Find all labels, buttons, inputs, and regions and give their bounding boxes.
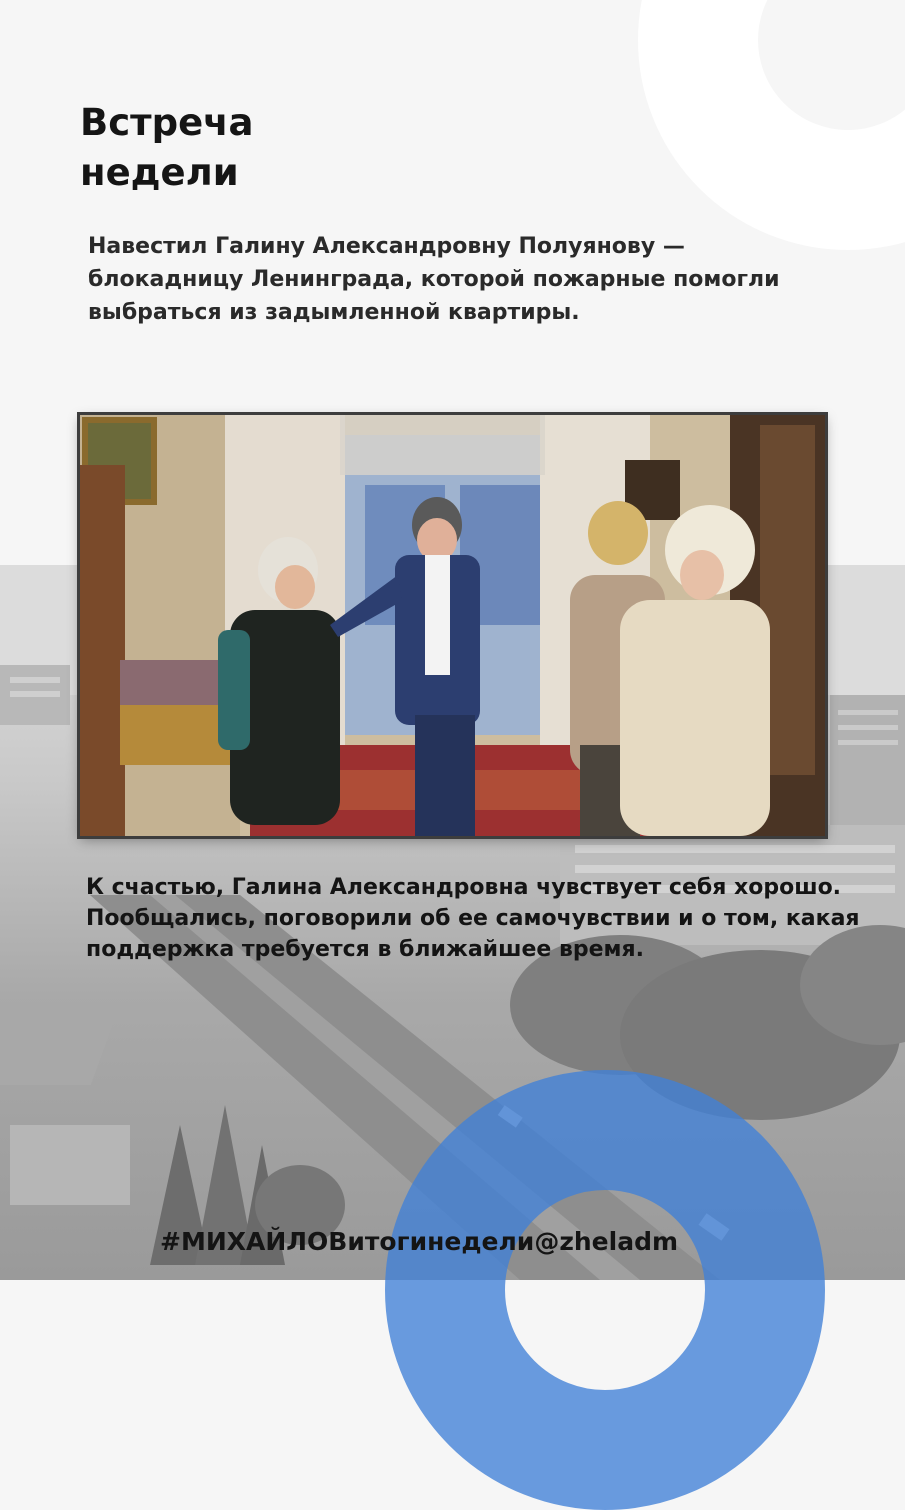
intro-text: Навестил Галину Александровну Полуянову — блокадницу Ленинграда, которой пожарные помогли выбраться из задымленной квартиры.: [88, 234, 780, 325]
page-title: [80, 98, 380, 198]
decorative-ring-bottom: [385, 1070, 825, 1510]
decorative-ring-top: [638, 0, 905, 250]
title-line-2: недели: [80, 151, 239, 194]
title-line-1: Встреча: [80, 101, 254, 144]
meeting-photo: [80, 415, 825, 836]
hashtag-link[interactable]: #МИХАЙЛОВитогинедели@zheladm: [160, 1227, 679, 1256]
body-text: К счастью, Галина Александровна чувствует себя хорошо. Пообщались, поговорили об ее самочувствии и о том, какая поддержка требуется в ближайшее время.: [86, 875, 860, 962]
